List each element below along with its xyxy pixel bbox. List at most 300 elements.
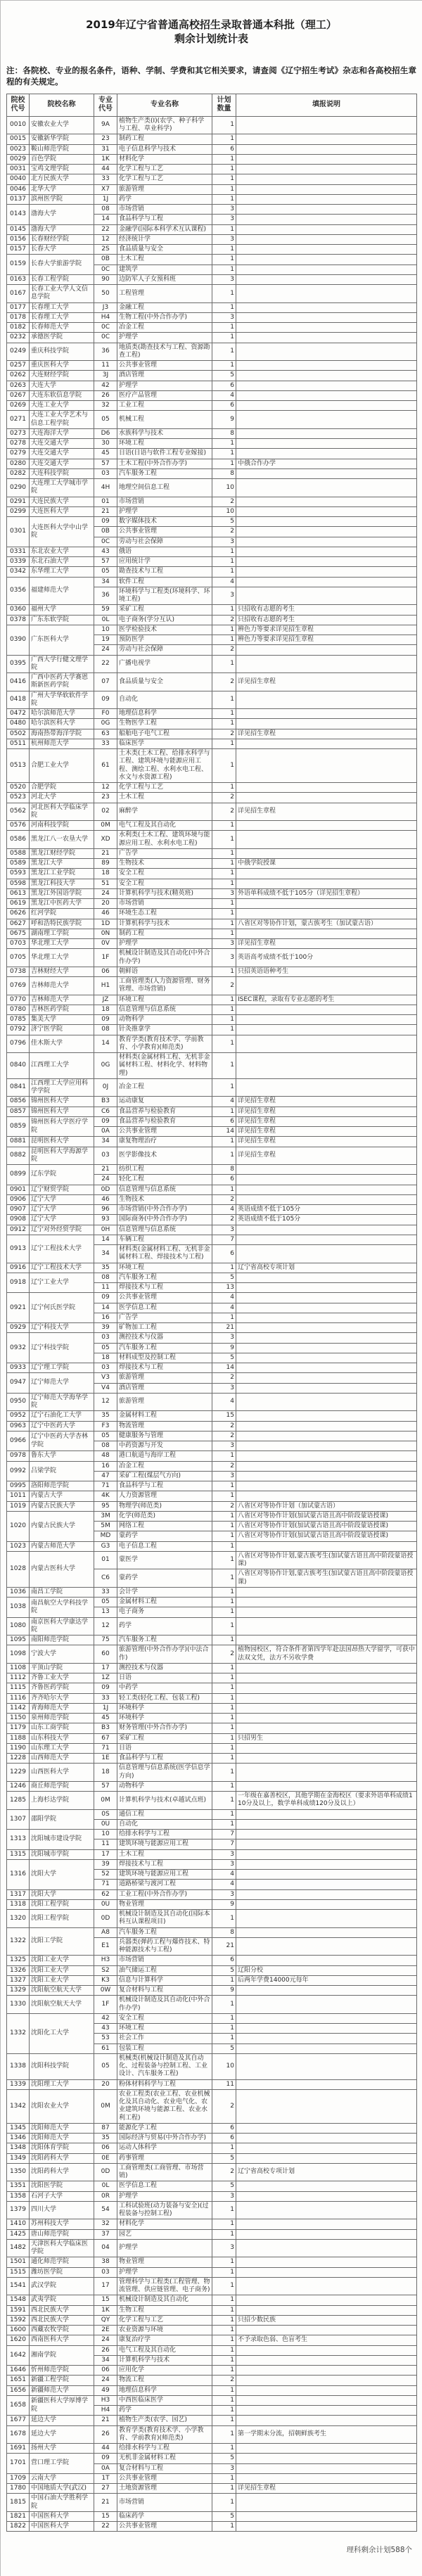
plan-count-cell: 15 [212,1411,236,1421]
major-code-cell: H1 [94,977,117,995]
major-name-cell: 康复物理治疗 [117,1137,212,1147]
major-code-cell: 0C [94,333,117,343]
table-row [7,879,417,888]
note-cell [236,1471,417,1481]
college-name-cell: 黑龙江大学 [30,859,94,869]
college-code-cell: 1318 [7,1899,30,1909]
major-code-cell: 01 [94,1551,117,1569]
major-name-cell: 化学工程与工艺 [117,174,212,184]
college-name-cell: 福州大学 [30,605,94,615]
major-code-cell: X7 [94,184,117,194]
plan-count-cell: 1 [212,848,236,858]
plan-count-cell: 1 [212,116,236,134]
plan-count-cell: 1 [212,1511,236,1521]
note-cell [236,1870,417,1880]
table-row [7,1889,417,1899]
college-code-cell: 0978 [7,1451,30,1461]
major-name-cell: 地质类(勘查技术与工程、资源勘查工程) [117,343,212,361]
college-name-cell: 黑龙江外国语学院 [30,888,94,898]
major-name-cell: 农业资源与环境 [117,2326,212,2335]
plan-count-cell: 1 [212,459,236,468]
college-code-cell: 1188 [7,1733,30,1743]
major-name-cell: 物理学(师范类) [117,1501,212,1511]
major-name-cell: 药事管理 [117,2153,212,2163]
note-cell [236,381,417,390]
major-code-cell: 30 [94,439,117,449]
major-name-cell: 土木工程 [117,255,212,264]
major-name-cell: 水利类(土木工程、建筑环境与能源应用工程、水利水电工程) [117,831,212,849]
table-row [7,1116,417,1126]
major-code-cell: 14 [94,215,117,224]
college-code-cell: 1285 [7,1792,30,1810]
major-name-cell: 无机非金属材料工程 [117,2454,212,2463]
plan-count-cell: 1 [212,2484,236,2494]
major-name-cell: 机械工程 [117,411,212,429]
college-name-cell: 大连理工大学城市学院 [30,479,94,497]
major-code-cell: 71 [94,1743,117,1753]
note-cell: 不予录取色弱、色盲考生 [236,2335,417,2345]
college-code-cell: 1642 [7,2345,30,2366]
college-code-cell: 0912 [7,1225,30,1235]
major-name-cell: 旅游管理(中外合作办学)(中法合作) [117,1645,212,1664]
note-cell: 八省区对等协作计划,蒙古族考生(加试蒙古语且高中阶段蒙语授课) [236,1551,417,1569]
note-cell: 详见招生章程 [236,2484,417,2494]
college-name-cell: 东北农业大学 [30,547,94,556]
college-code-cell: 0619 [7,899,30,909]
college-name-cell: 泉州师范学院 [30,1714,94,1723]
major-name-cell: 软件工程 [117,577,212,587]
note-cell [236,205,417,215]
table-row [7,1733,417,1743]
table-row [7,1645,417,1664]
major-code-cell: 26 [94,2345,117,2355]
major-code-cell: 48 [94,1451,117,1461]
plan-count-cell: 11 [212,2079,236,2089]
note-cell: 八省区对等协作计划(加试蒙古语且高中阶段蒙语授课) [236,1511,417,1521]
major-name-cell: 食品科学与工程 [117,1754,212,1764]
major-name-cell: 动物科学 [117,1781,212,1791]
note-cell [236,1635,417,1645]
plan-count-cell: 1 [212,2522,236,2532]
plan-count-cell: 6 [212,2134,236,2143]
college-code-cell: 0770 [7,995,30,1005]
table-row [7,194,417,204]
major-name-cell: 计算机科学与技术 [117,2355,212,2365]
major-name-cell: 药学 [117,1617,212,1635]
college-name-cell: 中国石油大学胜利学院 [30,2494,94,2512]
college-code-cell: 0178 [7,312,30,322]
major-name-cell: 国际经济与贸易(中外合作办学) [117,2134,212,2143]
major-name-cell: 通信工程 [117,1809,212,1819]
major-code-cell: D6 [94,428,117,438]
major-code-cell: 61 [94,2043,117,2053]
college-code-cell: 0995 [7,1481,30,1491]
major-name-cell: 制药工程 [117,134,212,144]
table-row [7,144,417,154]
plan-count-cell: 1 [212,1754,236,1764]
table-row [7,312,417,322]
note-cell [236,1830,417,1839]
major-code-cell: 05 [94,2053,117,2079]
college-code-cell: 0269 [7,401,30,411]
plan-count-cell: 1 [212,1809,236,1819]
note-cell [236,1165,417,1175]
college-code-cell: 0857 [7,1107,30,1116]
plan-count-cell: 1 [212,2143,236,2153]
table-row [7,557,417,567]
note-cell [236,879,417,888]
college-name-cell: 齐鲁医药学院 [30,1683,94,1693]
note-cell [236,2355,417,2365]
plan-count-cell: 6 [212,1175,236,1185]
major-code-cell: 44 [94,2444,117,2454]
college-name-cell: 重庆医科大学 [30,361,94,371]
note-cell [236,557,417,567]
major-name-cell: 工程管理 [117,285,212,303]
plan-count-cell: 1 [212,1053,236,1079]
major-name-cell: 冶金工程 [117,1461,212,1471]
table-row [7,2454,417,2463]
major-code-cell: 16 [94,1461,117,1471]
college-code-cell: 1228 [7,1754,30,1764]
plan-count-cell: 2 [212,2089,236,2123]
table-row [7,869,417,879]
note-cell: 辽宁省高校专项计划 [236,1263,417,1273]
table-row [7,1035,417,1053]
college-code-cell: 1701 [7,2454,30,2474]
college-name-cell: 内蒙古大学 [30,1491,94,1501]
college-code-cell: 1658 [7,2395,30,2416]
plan-count-cell: 3 [212,1859,236,1869]
major-code-cell: MD [94,1531,117,1541]
college-code-cell: 1112 [7,1673,30,1683]
major-code-cell: H4 [94,312,117,322]
college-name-cell: 辽宁工业大学 [30,1273,94,1293]
table-row [7,967,417,976]
major-name-cell: 运动人体科学 [117,2143,212,2153]
table-row [7,165,417,174]
note-cell [236,1333,417,1343]
college-code-cell: 1592 [7,2315,30,2325]
major-code-cell: 21 [94,1165,117,1175]
plan-count-cell: 5 [212,2043,236,2053]
college-code-cell: 0339 [7,557,30,567]
major-name-cell: 金属材料工程 [117,1598,212,1607]
plan-count-cell: 1 [212,245,236,255]
major-code-cell: 1F [94,1996,117,2014]
table-row [7,909,417,919]
major-name-cell: 食品科学与工程 [117,1481,212,1491]
college-name-cell: 河北大学 [30,793,94,803]
note-cell [236,1185,417,1194]
plan-count-cell: 5 [212,371,236,381]
plan-count-cell: 1 [212,333,236,343]
college-name-cell: 佳木斯大学 [30,1035,94,1053]
major-name-cell: 管理科学与工程类(工程管理、物流管理、供应链管理、电子商务) [117,2277,212,2295]
major-code-cell: 22 [94,224,117,234]
major-name-cell: 工业工程 [117,401,212,411]
major-name-cell: 轻工类(轻化工程、包装工程) [117,1693,212,1703]
major-name-cell: 护理学 [117,2239,212,2257]
major-code-cell: 1D [94,919,117,929]
major-code-cell: 93 [94,1215,117,1225]
note-cell [236,577,417,587]
table-row [7,1273,417,1282]
table-row [7,949,417,967]
table-row [7,673,417,691]
major-code-cell: 03 [94,468,117,478]
college-code-cell: 0378 [7,615,30,625]
table-row [7,919,417,929]
plan-count-cell: 3 [212,587,236,605]
plan-count-cell: 3 [212,234,236,244]
major-name-cell: 广告学 [117,848,212,858]
note-cell [236,1714,417,1723]
major-code-cell: V3 [94,1373,117,1383]
college-code-cell: 0921 [7,1293,30,1323]
college-name-cell: 山西师范大学 [30,1754,94,1764]
college-name-cell: 华北理工大学 [30,949,94,967]
major-name-cell: 建筑环境与能源应用工程 [117,1839,212,1849]
plan-count-cell: 10 [212,506,236,516]
table-row [7,1078,417,1097]
plan-count-cell: 3 [212,1383,236,1393]
header-major-code: 专业 代号 [94,94,117,116]
plan-count-cell: 1 [212,1996,236,2014]
plan-count-cell: 1 [212,1263,236,1273]
plan-count-cell: 1 [212,1005,236,1014]
major-code-cell: 21 [94,848,117,858]
college-name-cell: 沈阳师范大学 [30,2123,94,2133]
college-code-cell: 1548 [7,2295,30,2305]
table-row [7,2134,417,2143]
college-code-cell: 0159 [7,255,30,275]
plan-count-cell: 4 [212,1205,236,1215]
major-name-cell: 电子商务(学分互认) [117,615,212,625]
major-code-cell: 07 [94,673,117,691]
note-cell [236,449,417,459]
major-code-cell: 21 [94,506,117,516]
college-name-cell: 杭州师范大学 [30,739,94,748]
major-name-cell: 广告学 [117,1313,212,1322]
plan-count-cell: 2 [212,803,236,821]
major-name-cell: 信息管理与信息系统 [117,1185,212,1194]
major-code-cell: 0G [94,1053,117,1079]
major-name-cell: 港口航道与海岸工程 [117,1451,212,1461]
table-row [7,1363,417,1373]
table-row [7,1185,417,1194]
major-code-cell: 5M [94,1522,117,1531]
table-row [7,1293,417,1303]
major-name-cell: 水族科学与技术 [117,428,212,438]
plan-count-cell: 1 [212,1673,236,1683]
major-code-cell: 0L [94,615,117,625]
college-code-cell: 1150 [7,1714,30,1723]
major-code-cell: 0B [94,527,117,537]
college-code-cell: 1307 [7,1809,30,1830]
table-row [7,1005,417,1014]
major-name-cell: 制药工程 [117,929,212,938]
major-code-cell: 45 [94,449,117,459]
major-name-cell: 工科试验班(动力装备与安全)(过程装备与控制工程) [117,2201,212,2219]
major-name-cell: 信息与计算科学 [117,1975,212,1985]
table-row [7,468,417,478]
major-name-cell: 焊接技术与工程 [117,1363,212,1373]
college-name-cell: 延边大学 [30,2416,94,2425]
college-name-cell: 长春工程学院 [30,274,94,284]
major-name-cell: 材料化学 [117,2219,212,2229]
college-code-cell: 0290 [7,479,30,497]
college-name-cell: 重庆科技学院 [30,343,94,361]
major-code-cell: J3 [94,302,117,312]
plan-count-cell: 14 [212,1363,236,1373]
major-name-cell: 公共事业管理 [117,361,212,371]
college-code-cell: 0952 [7,1411,30,1421]
note-cell [236,1015,417,1025]
note-cell [236,587,417,605]
major-code-cell: H3 [94,2395,117,2405]
major-name-cell: 机械设计制造及其自动化(中外合作办学) [117,1996,212,2014]
college-name-cell: 辽宁大学 [30,1194,94,1204]
page-title [6,18,416,46]
college-name-cell: 天津医科大学临床医学院 [30,2239,94,2257]
plan-count-cell: 5 [212,2153,236,2163]
note-cell [236,1421,417,1431]
major-name-cell: 麻醉学 [117,803,212,821]
note-cell: 详见招生章程 [236,1127,417,1137]
major-name-cell: 动物科学 [117,1015,212,1025]
college-name-cell: 吉林师范大学 [30,995,94,1005]
college-name-cell: 北方民族大学 [30,174,94,184]
major-code-cell: 0D [94,1185,117,1194]
plan-count-cell: 1 [212,1015,236,1025]
table-row [7,2473,417,2483]
table-row [7,224,417,234]
major-code-cell: B3 [94,1723,117,1733]
note-cell [236,361,417,371]
note-cell [236,165,417,174]
major-code-cell: 05 [94,411,117,429]
table-row [7,1975,417,1985]
major-code-cell: 1Z [94,1673,117,1683]
major-name-cell: 金融学(国际本科学术互认课程) [117,224,212,234]
college-name-cell: 沈阳城市学院 [30,1849,94,1859]
college-code-cell: 1320 [7,1910,30,1928]
plan-count-cell: 2 [212,793,236,803]
college-code-cell: 0589 [7,859,30,869]
college-code-cell: 0562 [7,803,30,821]
major-name-cell: 测控技术与仪器 [117,1333,212,1343]
major-name-cell: 中西医临床医学 [117,2395,212,2405]
table-row [7,1107,417,1116]
major-name-cell: 公共事业管理 [117,2522,212,2532]
college-name-cell: 渤海大学 [30,205,94,225]
major-code-cell: 0H [94,1225,117,1235]
college-code-cell: 0841 [7,1078,30,1097]
plan-count-cell: 1 [212,2326,236,2335]
table-row [7,1635,417,1645]
major-code-cell: 42 [94,2013,117,2023]
college-name-cell: 大连东软信息学院 [30,390,94,400]
major-code-cell: 0U [94,1819,117,1829]
college-code-cell: 0299 [7,506,30,516]
table-row [7,1373,417,1383]
note-cell [236,719,417,729]
major-code-cell: 3J [94,371,117,381]
college-code-cell: 1190 [7,1743,30,1753]
table-row [7,567,417,577]
college-code-cell: 0278 [7,439,30,449]
note-cell: 只招收有志愿的考生 [236,615,417,625]
major-code-cell: 14 [94,1303,117,1313]
college-code-cell: 0933 [7,1363,30,1373]
table-row [7,1147,417,1165]
table-row [7,1097,417,1107]
header-major-name: 专业名称 [117,94,212,116]
major-code-cell: 0V [94,939,117,949]
major-code-cell: 62 [94,1889,117,1899]
college-code-cell: 0932 [7,1333,30,1363]
college-code-cell: 0280 [7,459,30,468]
note-cell [236,1293,417,1303]
college-code-cell: 0143 [7,205,30,225]
major-code-cell: 71 [94,1481,117,1491]
note-cell [236,1451,417,1461]
college-name-cell: 沈阳农业大学 [30,2089,94,2123]
major-name-cell: 旅游管理 [117,1393,212,1411]
plan-count-cell: 13 [212,1283,236,1293]
college-name-cell: 通化师范学院 [30,2257,94,2267]
note-cell [236,1411,417,1421]
college-code-cell: 0908 [7,1215,30,1225]
major-code-cell: 18 [94,1353,117,1363]
major-name-cell: 护理学 [117,333,212,343]
college-name-cell: 商丘师范学院 [30,1781,94,1791]
note-cell [236,1693,417,1703]
plan-count-cell: 6 [212,1116,236,1126]
table-row [7,1673,417,1683]
college-name-cell: 沈阳体育学院 [30,2143,94,2153]
college-code-cell: 1646 [7,2366,30,2376]
table-row [7,719,417,729]
major-name-cell: 市场营销 [117,497,212,506]
college-name-cell: 南阳师范学院 [30,1635,94,1645]
major-code-cell: 09 [94,691,117,709]
major-code-cell: 03 [94,1363,117,1373]
note-cell [236,2326,417,2335]
college-name-cell: 内蒙古师范大学 [30,1541,94,1551]
college-name-cell: 哈尔滨师范大学 [30,709,94,719]
college-name-cell: 大连医科大学 [30,506,94,516]
college-code-cell: 0882 [7,1147,30,1165]
college-name-cell: 云南大学 [30,2473,94,2483]
college-name-cell: 沈阳师范大学 [30,2134,94,2143]
major-name-cell: 环境工程 [117,995,212,1005]
table-row [7,2191,417,2201]
plan-count-cell: 1 [212,361,236,371]
college-code-cell: 1095 [7,1635,30,1645]
college-code-cell: 0480 [7,719,30,729]
plan-count-cell: 8 [212,428,236,438]
college-code-cell: 0279 [7,449,30,459]
major-name-cell: 汽车服务工程 [117,1273,212,1282]
note-cell [236,537,417,547]
college-name-cell: 南京医科大学康达学院 [30,1617,94,1635]
major-name-cell: 机械类(机械设计制造及其自动化、过程装备与控制工程、工业设计、汽车服务工程) [117,2053,212,2079]
note-cell [236,333,417,343]
note-cell [236,977,417,995]
college-code-cell: 0796 [7,1035,30,1053]
